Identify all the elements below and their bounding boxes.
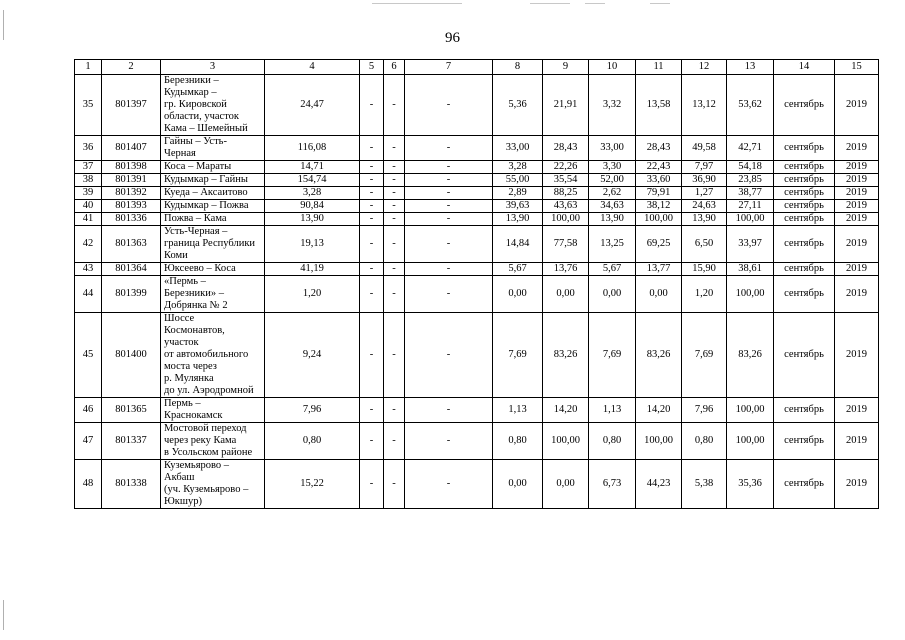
year-cell: 2019	[835, 263, 879, 276]
column-header: 1	[75, 60, 102, 75]
value-col5: -	[360, 313, 384, 398]
road-name	[161, 75, 265, 136]
month-cell: сентябрь	[774, 161, 835, 174]
scan-edge-line	[585, 3, 605, 4]
road-name-line: через реку Кама	[164, 435, 237, 446]
road-name-line: области, участок	[164, 111, 240, 122]
road-name-line: Кудымкар – Гайны	[164, 174, 248, 185]
value-col11: 69,25	[636, 226, 682, 263]
road-length: 90,84	[265, 200, 360, 213]
table-row	[75, 75, 879, 136]
value-col13: 42,71	[727, 136, 774, 161]
header-row	[75, 60, 879, 75]
value-col12: 7,96	[682, 398, 727, 423]
row-number: 37	[75, 161, 102, 174]
table-row	[75, 276, 879, 313]
road-name	[161, 136, 265, 161]
value-col11: 33,60	[636, 174, 682, 187]
value-col13: 100,00	[727, 423, 774, 460]
road-code: 801392	[102, 187, 161, 200]
road-code: 801391	[102, 174, 161, 187]
value-col5: -	[360, 398, 384, 423]
value-col7: -	[405, 460, 493, 509]
year-cell: 2019	[835, 276, 879, 313]
value-col5: -	[360, 161, 384, 174]
road-name	[161, 226, 265, 263]
value-col5: -	[360, 136, 384, 161]
road-code: 801398	[102, 161, 161, 174]
value-col9: 14,20	[543, 398, 589, 423]
road-length: 14,71	[265, 161, 360, 174]
data-table	[74, 59, 879, 509]
road-name	[161, 423, 265, 460]
year-cell: 2019	[835, 200, 879, 213]
road-name-line: граница Республики	[164, 238, 256, 249]
table-row	[75, 398, 879, 423]
value-col6: -	[384, 200, 405, 213]
road-name	[161, 187, 265, 200]
year-cell: 2019	[835, 226, 879, 263]
scan-edge-line	[650, 3, 670, 4]
value-col10: 5,67	[589, 263, 636, 276]
road-length: 154,74	[265, 174, 360, 187]
value-col12: 13,12	[682, 75, 727, 136]
row-number: 41	[75, 213, 102, 226]
value-col9: 83,26	[543, 313, 589, 398]
row-number: 45	[75, 313, 102, 398]
value-col6: -	[384, 75, 405, 136]
road-name-line: Юкшур)	[164, 496, 202, 507]
column-header: 3	[161, 60, 265, 75]
road-code: 801407	[102, 136, 161, 161]
scan-edge-line	[530, 3, 570, 4]
value-col11: 13,58	[636, 75, 682, 136]
row-number: 48	[75, 460, 102, 509]
road-name-line: (уч. Куземьярово –	[164, 484, 249, 495]
year-cell: 2019	[835, 313, 879, 398]
value-col5: -	[360, 174, 384, 187]
road-name	[161, 200, 265, 213]
value-col10: 7,69	[589, 313, 636, 398]
column-header: 6	[384, 60, 405, 75]
value-col12: 1,27	[682, 187, 727, 200]
value-col5: -	[360, 200, 384, 213]
value-col7: -	[405, 187, 493, 200]
road-code: 801364	[102, 263, 161, 276]
value-col11: 38,12	[636, 200, 682, 213]
road-name-line: Акбаш	[164, 472, 195, 483]
column-header: 11	[636, 60, 682, 75]
value-col10: 52,00	[589, 174, 636, 187]
row-number: 38	[75, 174, 102, 187]
value-col6: -	[384, 213, 405, 226]
value-col8: 13,90	[493, 213, 543, 226]
value-col8: 5,36	[493, 75, 543, 136]
value-col9: 88,25	[543, 187, 589, 200]
road-name	[161, 174, 265, 187]
value-col8: 5,67	[493, 263, 543, 276]
value-col6: -	[384, 161, 405, 174]
value-col6: -	[384, 398, 405, 423]
column-header: 9	[543, 60, 589, 75]
value-col10: 34,63	[589, 200, 636, 213]
value-col7: -	[405, 136, 493, 161]
value-col10: 13,90	[589, 213, 636, 226]
road-code: 801365	[102, 398, 161, 423]
value-col5: -	[360, 213, 384, 226]
value-col12: 15,90	[682, 263, 727, 276]
column-header: 2	[102, 60, 161, 75]
value-col10: 6,73	[589, 460, 636, 509]
value-col11: 83,26	[636, 313, 682, 398]
value-col8: 0,80	[493, 423, 543, 460]
value-col5: -	[360, 460, 384, 509]
value-col8: 39,63	[493, 200, 543, 213]
value-col10: 33,00	[589, 136, 636, 161]
value-col11: 28,43	[636, 136, 682, 161]
value-col12: 1,20	[682, 276, 727, 313]
road-name	[161, 263, 265, 276]
year-cell: 2019	[835, 75, 879, 136]
month-cell: сентябрь	[774, 213, 835, 226]
value-col11: 22,43	[636, 161, 682, 174]
value-col13: 23,85	[727, 174, 774, 187]
month-cell: сентябрь	[774, 174, 835, 187]
table-row	[75, 263, 879, 276]
value-col7: -	[405, 423, 493, 460]
value-col9: 77,58	[543, 226, 589, 263]
value-col13: 38,77	[727, 187, 774, 200]
road-name-line: Усть-Черная –	[164, 226, 228, 237]
road-code: 801337	[102, 423, 161, 460]
table-row	[75, 313, 879, 398]
road-name	[161, 213, 265, 226]
value-col6: -	[384, 313, 405, 398]
road-name-line: моста через	[164, 361, 217, 372]
road-length: 13,90	[265, 213, 360, 226]
road-name	[161, 161, 265, 174]
row-number: 42	[75, 226, 102, 263]
row-number: 47	[75, 423, 102, 460]
column-header: 12	[682, 60, 727, 75]
value-col8: 33,00	[493, 136, 543, 161]
value-col10: 3,30	[589, 161, 636, 174]
year-cell: 2019	[835, 213, 879, 226]
month-cell: сентябрь	[774, 263, 835, 276]
column-header: 7	[405, 60, 493, 75]
month-cell: сентябрь	[774, 136, 835, 161]
year-cell: 2019	[835, 136, 879, 161]
value-col12: 0,80	[682, 423, 727, 460]
road-name-line: Черная	[164, 148, 196, 159]
value-col8: 1,13	[493, 398, 543, 423]
value-col11: 13,77	[636, 263, 682, 276]
road-length: 15,22	[265, 460, 360, 509]
road-name	[161, 313, 265, 398]
value-col11: 100,00	[636, 213, 682, 226]
year-cell: 2019	[835, 187, 879, 200]
month-cell: сентябрь	[774, 460, 835, 509]
value-col6: -	[384, 460, 405, 509]
column-header: 5	[360, 60, 384, 75]
road-code: 801393	[102, 200, 161, 213]
table-row	[75, 226, 879, 263]
row-number: 40	[75, 200, 102, 213]
road-name-line: Березники» –	[164, 288, 224, 299]
road-name-line: «Пермь –	[164, 276, 206, 287]
value-col9: 0,00	[543, 276, 589, 313]
value-col9: 22,26	[543, 161, 589, 174]
year-cell: 2019	[835, 398, 879, 423]
road-length: 7,96	[265, 398, 360, 423]
value-col13: 38,61	[727, 263, 774, 276]
month-cell: сентябрь	[774, 75, 835, 136]
road-name-line: Пожва – Кама	[164, 213, 227, 224]
month-cell: сентябрь	[774, 226, 835, 263]
road-name-line: Коса – Мараты	[164, 161, 232, 172]
road-name-line: Кудымкар – Пожва	[164, 200, 249, 211]
value-col6: -	[384, 226, 405, 263]
value-col7: -	[405, 398, 493, 423]
value-col6: -	[384, 276, 405, 313]
year-cell: 2019	[835, 460, 879, 509]
value-col10: 0,00	[589, 276, 636, 313]
value-col12: 6,50	[682, 226, 727, 263]
value-col5: -	[360, 187, 384, 200]
road-name	[161, 276, 265, 313]
value-col7: -	[405, 313, 493, 398]
value-col11: 0,00	[636, 276, 682, 313]
value-col6: -	[384, 263, 405, 276]
value-col10: 3,32	[589, 75, 636, 136]
value-col7: -	[405, 200, 493, 213]
road-name-line: Добрянка № 2	[164, 300, 228, 311]
value-col7: -	[405, 213, 493, 226]
value-col13: 100,00	[727, 398, 774, 423]
road-name	[161, 460, 265, 509]
month-cell: сентябрь	[774, 423, 835, 460]
value-col10: 0,80	[589, 423, 636, 460]
value-col11: 14,20	[636, 398, 682, 423]
table-row	[75, 174, 879, 187]
road-name-line: Кама – Шемейный	[164, 123, 248, 134]
row-number: 46	[75, 398, 102, 423]
value-col7: -	[405, 263, 493, 276]
row-number: 43	[75, 263, 102, 276]
road-name-line: Куземьярово –	[164, 460, 230, 471]
value-col8: 0,00	[493, 460, 543, 509]
value-col9: 0,00	[543, 460, 589, 509]
value-col12: 7,97	[682, 161, 727, 174]
table-row	[75, 200, 879, 213]
value-col12: 7,69	[682, 313, 727, 398]
scan-edge-mark	[3, 600, 4, 630]
value-col5: -	[360, 276, 384, 313]
value-col5: -	[360, 423, 384, 460]
value-col6: -	[384, 187, 405, 200]
value-col12: 36,90	[682, 174, 727, 187]
road-length: 41,19	[265, 263, 360, 276]
value-col10: 1,13	[589, 398, 636, 423]
row-number: 44	[75, 276, 102, 313]
road-name-line: Кудымкар –	[164, 87, 217, 98]
value-col12: 49,58	[682, 136, 727, 161]
column-header: 13	[727, 60, 774, 75]
column-header: 4	[265, 60, 360, 75]
value-col12: 5,38	[682, 460, 727, 509]
road-length: 116,08	[265, 136, 360, 161]
value-col9: 43,63	[543, 200, 589, 213]
value-col12: 24,63	[682, 200, 727, 213]
column-header: 15	[835, 60, 879, 75]
road-length: 24,47	[265, 75, 360, 136]
road-name-line: Пермь –	[164, 398, 201, 409]
year-cell: 2019	[835, 423, 879, 460]
road-name-line: Куеда – Аксаитово	[164, 187, 248, 198]
value-col9: 35,54	[543, 174, 589, 187]
road-name-line: гр. Кировской	[164, 99, 227, 110]
road-name-line: в Усольском районе	[164, 447, 253, 458]
value-col13: 100,00	[727, 276, 774, 313]
value-col10: 13,25	[589, 226, 636, 263]
table-row	[75, 136, 879, 161]
road-name-line: Гайны – Усть-	[164, 136, 227, 147]
value-col11: 100,00	[636, 423, 682, 460]
row-number: 35	[75, 75, 102, 136]
year-cell: 2019	[835, 161, 879, 174]
road-code: 801336	[102, 213, 161, 226]
column-header: 8	[493, 60, 543, 75]
road-length: 1,20	[265, 276, 360, 313]
month-cell: сентябрь	[774, 200, 835, 213]
value-col5: -	[360, 75, 384, 136]
month-cell: сентябрь	[774, 187, 835, 200]
value-col5: -	[360, 263, 384, 276]
value-col8: 7,69	[493, 313, 543, 398]
value-col13: 83,26	[727, 313, 774, 398]
value-col7: -	[405, 174, 493, 187]
value-col9: 100,00	[543, 423, 589, 460]
value-col7: -	[405, 226, 493, 263]
value-col8: 0,00	[493, 276, 543, 313]
value-col7: -	[405, 161, 493, 174]
column-header: 14	[774, 60, 835, 75]
road-name-line: участок	[164, 337, 199, 348]
road-name-line: Шоссе	[164, 313, 195, 324]
road-length: 0,80	[265, 423, 360, 460]
month-cell: сентябрь	[774, 398, 835, 423]
road-name-line: до ул. Аэродромной	[164, 385, 254, 396]
value-col13: 35,36	[727, 460, 774, 509]
value-col9: 13,76	[543, 263, 589, 276]
year-cell: 2019	[835, 174, 879, 187]
road-code: 801400	[102, 313, 161, 398]
value-col8: 14,84	[493, 226, 543, 263]
road-name	[161, 398, 265, 423]
value-col6: -	[384, 136, 405, 161]
value-col13: 27,11	[727, 200, 774, 213]
value-col12: 13,90	[682, 213, 727, 226]
road-name-line: р. Мулянка	[164, 373, 214, 384]
month-cell: сентябрь	[774, 313, 835, 398]
month-cell: сентябрь	[774, 276, 835, 313]
road-name-line: Космонавтов,	[164, 325, 225, 336]
road-code: 801363	[102, 226, 161, 263]
table-row	[75, 460, 879, 509]
road-name-line: Юксеево – Коса	[164, 263, 236, 274]
value-col13: 54,18	[727, 161, 774, 174]
road-name-line: от автомобильного	[164, 349, 249, 360]
value-col8: 3,28	[493, 161, 543, 174]
road-name-line: Мостовой переход	[164, 423, 247, 434]
column-header: 10	[589, 60, 636, 75]
road-code: 801399	[102, 276, 161, 313]
value-col8: 2,89	[493, 187, 543, 200]
value-col11: 79,91	[636, 187, 682, 200]
road-code: 801338	[102, 460, 161, 509]
row-number: 36	[75, 136, 102, 161]
value-col13: 33,97	[727, 226, 774, 263]
value-col8: 55,00	[493, 174, 543, 187]
row-number: 39	[75, 187, 102, 200]
table-body	[75, 75, 879, 509]
value-col13: 53,62	[727, 75, 774, 136]
table-row	[75, 161, 879, 174]
road-name-line: Коми	[164, 250, 188, 261]
value-col9: 28,43	[543, 136, 589, 161]
value-col11: 44,23	[636, 460, 682, 509]
value-col9: 100,00	[543, 213, 589, 226]
table-row	[75, 187, 879, 200]
value-col6: -	[384, 423, 405, 460]
road-length: 3,28	[265, 187, 360, 200]
page-number: 96	[445, 30, 460, 46]
road-code: 801397	[102, 75, 161, 136]
value-col6: -	[384, 174, 405, 187]
road-length: 19,13	[265, 226, 360, 263]
value-col13: 100,00	[727, 213, 774, 226]
value-col7: -	[405, 276, 493, 313]
road-length: 9,24	[265, 313, 360, 398]
scan-edge-line	[372, 3, 462, 4]
table-row	[75, 213, 879, 226]
table-row	[75, 423, 879, 460]
value-col10: 2,62	[589, 187, 636, 200]
value-col9: 21,91	[543, 75, 589, 136]
value-col7: -	[405, 75, 493, 136]
road-name-line: Березники –	[164, 75, 219, 86]
road-name-line: Краснокамск	[164, 410, 223, 421]
value-col5: -	[360, 226, 384, 263]
